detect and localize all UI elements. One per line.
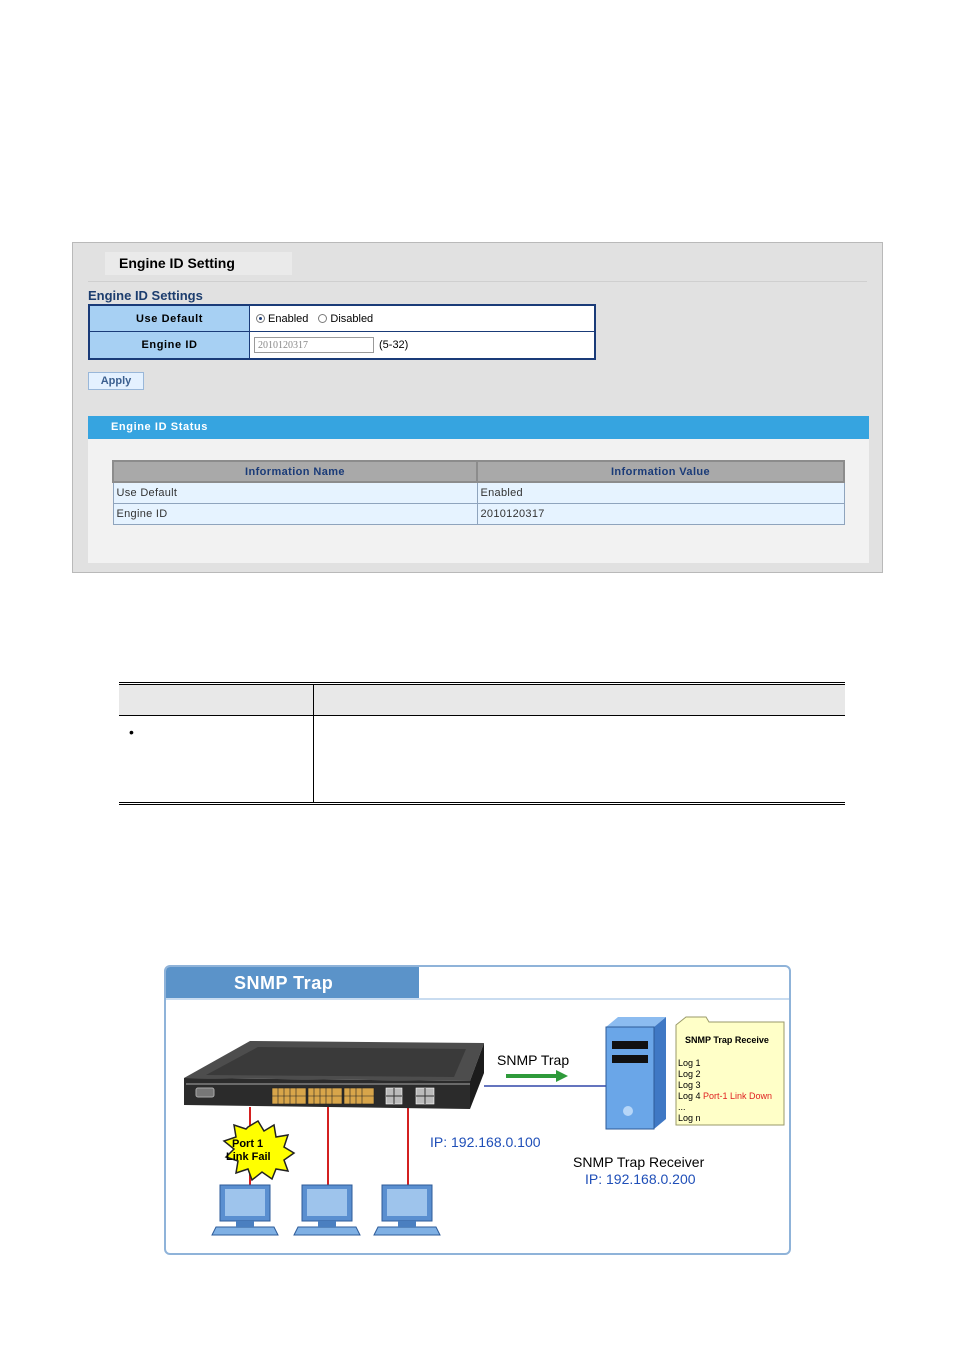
object-description-table	[119, 682, 845, 805]
receiver-label: SNMP Trap Receiver	[573, 1154, 705, 1170]
divider	[88, 281, 867, 282]
disabled-radio-label[interactable]: Disabled	[330, 312, 374, 325]
engine-id-range: (5-32)	[379, 339, 409, 351]
status-table-header-row	[113, 461, 844, 482]
log-entry: Log 1	[678, 1058, 701, 1068]
engine-id-settings-table	[88, 304, 596, 360]
doc-bullet: •	[129, 724, 134, 740]
doc-table-top-rule-inner	[119, 684, 845, 685]
doc-table-header	[119, 685, 845, 715]
log-ellipsis: ...	[678, 1102, 686, 1112]
snmp-trap-diagram	[164, 965, 791, 1255]
table-row	[113, 482, 844, 503]
column-header-information-value: Information Value	[477, 461, 844, 482]
log-list	[678, 1058, 772, 1124]
cell-information-name: Engine ID	[113, 503, 477, 524]
pc-icon-2	[294, 1185, 360, 1235]
doc-table-header-rule	[119, 715, 845, 716]
enabled-radio[interactable]	[256, 314, 265, 323]
use-default-label: Use Default	[90, 306, 250, 331]
log-panel-title: SNMP Trap Receive	[685, 1035, 769, 1045]
receiver-ip: IP: 192.168.0.200	[585, 1171, 696, 1187]
cell-information-name: Use Default	[113, 482, 477, 503]
apply-button[interactable]: Apply	[88, 372, 144, 390]
server-icon	[606, 1017, 666, 1129]
engine-id-input[interactable]	[254, 337, 374, 353]
engine-id-value	[254, 332, 408, 358]
engine-id-row	[90, 332, 594, 358]
engine-id-label: Engine ID	[90, 332, 250, 358]
trap-arrow-label: SNMP Trap	[497, 1052, 570, 1068]
log-entry: Log 2	[678, 1069, 701, 1079]
diagram-title: SNMP Trap	[234, 973, 334, 993]
enabled-radio-label[interactable]: Enabled	[268, 312, 309, 325]
switch-icon	[184, 1041, 484, 1109]
alert-line-1: Port 1	[232, 1138, 264, 1150]
engine-id-setting-panel	[72, 242, 883, 573]
switch-ip: IP: 192.168.0.100	[430, 1134, 541, 1150]
log-4-prefix: Log 4	[678, 1091, 704, 1101]
cell-information-value: 2010120317	[477, 503, 844, 524]
cell-information-value: Enabled	[477, 482, 844, 503]
table-row	[113, 503, 844, 524]
disabled-radio[interactable]	[318, 314, 327, 323]
column-header-information-name: Information Name	[113, 461, 477, 482]
alert-line-2: Link Fail	[226, 1151, 271, 1163]
log-entry: Log n	[678, 1113, 701, 1123]
doc-table-top-rule	[119, 682, 845, 683]
log-entry	[678, 1091, 772, 1102]
log-4-event: Port-1 Link Down	[703, 1091, 773, 1101]
settings-heading: Engine ID Settings	[88, 288, 203, 303]
use-default-options	[256, 306, 373, 331]
doc-table-bottom-rule-inner	[119, 804, 845, 805]
page-title: Engine ID Setting	[119, 255, 235, 271]
log-entry: Log 3	[678, 1080, 701, 1090]
use-default-row	[90, 306, 594, 332]
engine-id-status-body	[88, 439, 869, 563]
pc-icon-1	[212, 1185, 278, 1235]
engine-id-status-header: Engine ID Status	[88, 416, 869, 439]
engine-id-status-table	[112, 460, 845, 525]
doc-table-column-divider	[313, 685, 314, 802]
doc-table-bottom-rule	[119, 802, 845, 803]
pc-icon-3	[374, 1185, 440, 1235]
